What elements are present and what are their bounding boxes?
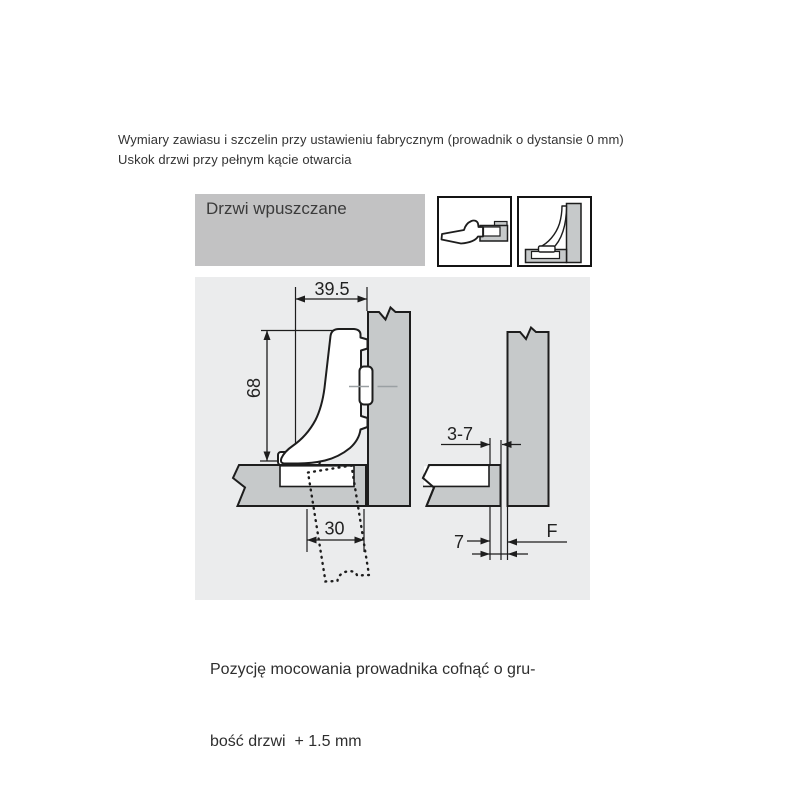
dim-label-drilling-distance: 3-7 <box>446 424 474 444</box>
footnote <box>210 610 630 778</box>
intro-line-1: Wymiary zawiasu i szczelin przy ustawieniu fabrycznym (prowadnik o dystansie 0 mm) <box>118 132 624 147</box>
technical-drawing-svg <box>195 277 590 600</box>
door-panel-left-view <box>368 308 410 507</box>
guide-recess-left-view <box>280 466 354 487</box>
plate-mini <box>539 246 556 252</box>
dim-label-reveal: F <box>546 521 558 541</box>
hinge-open-icon-svg <box>439 198 510 265</box>
guide-recess-right-view <box>424 466 489 486</box>
footnote-line-1: Pozycję mocowania prowadnika cofnąć o gru- <box>210 661 536 678</box>
footnote-line-2: bość drzwi + 1.5 mm <box>210 733 362 750</box>
hinge-cup <box>360 367 373 405</box>
cup-recess <box>484 227 501 236</box>
door-panel-mini <box>567 204 582 263</box>
hinge-inset-icon <box>517 196 592 267</box>
hinge-inset-icon-svg <box>519 198 590 265</box>
door-panel-right-view <box>508 328 549 507</box>
dim-label-width: 39.5 <box>314 279 350 299</box>
section-title: Drzwi wpuszczane <box>206 199 347 218</box>
intro-line-2: Uskok drzwi przy pełnym kącie otwarcia <box>118 152 352 167</box>
dim-label-bottom-width: 30 <box>324 518 345 539</box>
hinge-open-icon <box>437 196 512 267</box>
dim-label-gap: 7 <box>453 532 464 552</box>
section-header <box>195 194 425 266</box>
hinge-arm-open <box>442 221 484 244</box>
dim-label-height: 68 <box>244 377 264 399</box>
intro-text <box>118 130 718 170</box>
technical-drawing <box>195 277 590 600</box>
hinge-arm-mini <box>539 206 567 249</box>
